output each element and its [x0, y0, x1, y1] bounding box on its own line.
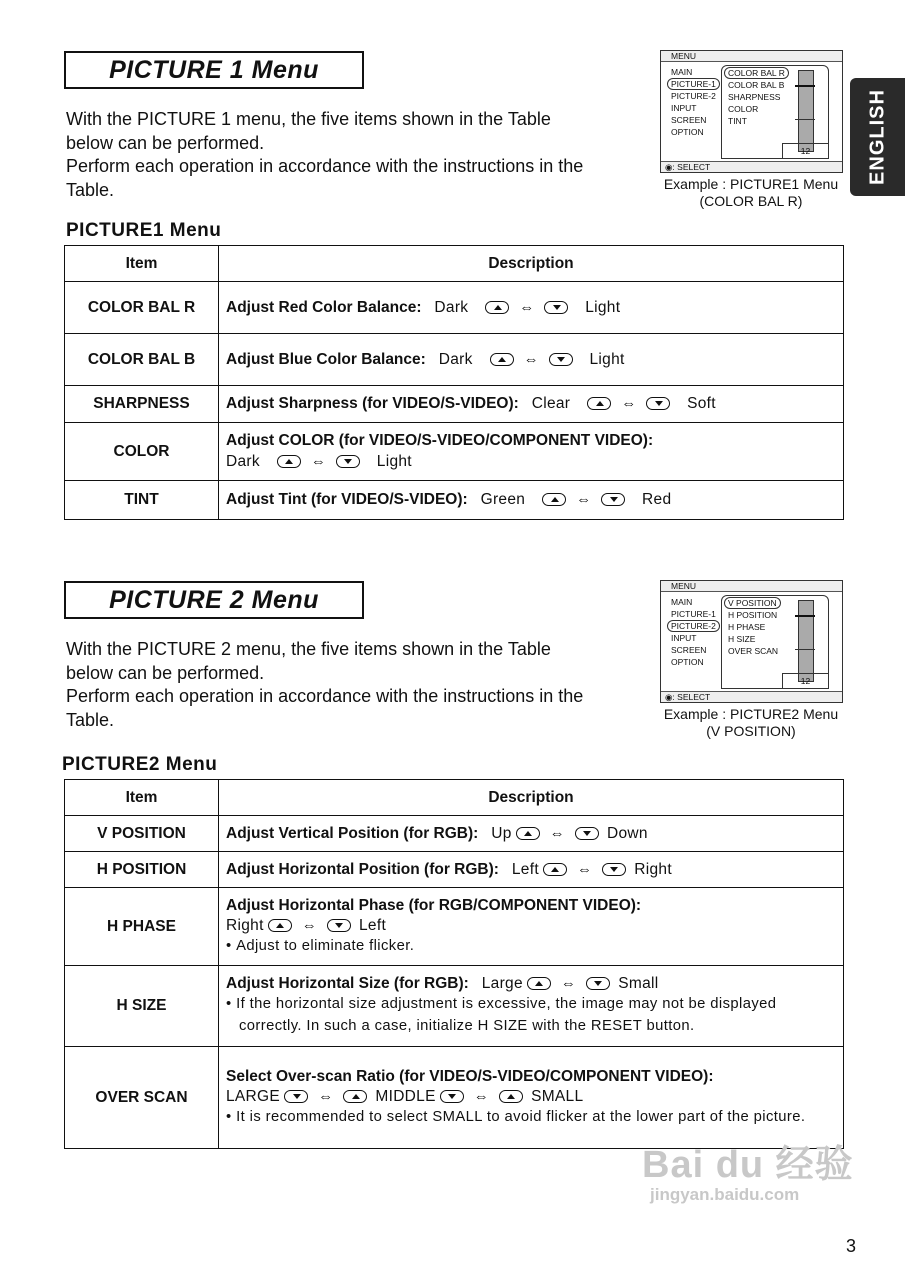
row-note: • It is recommended to select SMALL to avoid flicker at the lower part of the picture. — [226, 1108, 806, 1125]
double-arrow-icon: ⇔ — [549, 824, 565, 842]
up-arrow-icon — [587, 397, 611, 410]
double-arrow-icon: ⇔ — [310, 453, 326, 470]
down-arrow-icon — [586, 977, 610, 990]
row-item: TINT — [65, 481, 219, 520]
double-arrow-icon: ⇔ — [621, 395, 637, 412]
value-a: Left — [511, 860, 539, 878]
intro-line: With the PICTURE 1 menu, the five items shown in the Table — [66, 109, 551, 129]
level-value: 12 — [782, 673, 828, 688]
row-description — [219, 423, 844, 481]
caption-line: (COLOR BAL R) — [699, 193, 803, 209]
note-text: If the horizontal size adjustment is excessive, the image may not be displayed correctly. In such a case, initialize H SIZE with the RESET button. — [236, 996, 777, 1034]
watermark-logo: Bai du 经验 — [642, 1144, 854, 1186]
menu-item: OPTION — [671, 657, 704, 667]
row-item: H SIZE — [65, 966, 219, 1047]
row-description — [219, 481, 844, 520]
value-b: Light — [589, 350, 625, 368]
row-description — [219, 334, 844, 386]
double-arrow-icon: ⇔ — [576, 491, 592, 508]
value-a: Right — [226, 916, 264, 934]
value-b: Right — [634, 860, 672, 878]
note-text: It is recommended to select SMALL to avoid flicker at the lower part of the picture. — [236, 1108, 806, 1125]
caption-line: (V POSITION) — [706, 723, 796, 739]
intro-line: With the PICTURE 2 menu, the five items shown in the Table — [66, 639, 551, 659]
menu-item: INPUT — [671, 633, 697, 643]
menu-item: INPUT — [671, 103, 697, 113]
down-arrow-icon — [544, 301, 568, 314]
value-a: Clear — [531, 395, 571, 412]
menu-header: MENU — [661, 51, 842, 62]
col-description: Description — [219, 246, 844, 282]
table-row — [65, 816, 844, 852]
table-row — [65, 386, 844, 423]
row-item: COLOR BAL B — [65, 334, 219, 386]
table-row — [65, 334, 844, 386]
row-label: Select Over-scan Ratio (for VIDEO/S-VIDEO/COMPONENT VIDEO): — [226, 1067, 714, 1085]
level-slider — [798, 600, 814, 682]
intro-line: Table. — [66, 179, 115, 200]
menu-example-picture1 — [660, 50, 843, 173]
value-b: Left — [359, 916, 387, 934]
value-a: Up — [491, 824, 512, 842]
submenu-panel — [721, 65, 829, 159]
menu-item: MAIN — [671, 597, 693, 607]
menu-left-list — [671, 596, 720, 668]
value-a: Dark — [226, 453, 260, 470]
submenu-item-selected: V POSITION — [724, 597, 781, 609]
submenu-item: H PHASE — [728, 622, 766, 632]
submenu-item-selected: COLOR BAL R — [724, 67, 789, 79]
up-arrow-icon — [490, 353, 514, 366]
submenu-item: OVER SCAN — [728, 646, 779, 656]
value-b: Light — [585, 298, 621, 316]
value-m: MIDDLE — [375, 1087, 436, 1105]
menu-footer-label: : SELECT — [672, 692, 711, 702]
col-item: Item — [65, 780, 219, 816]
table2-title: PICTURE2 Menu — [62, 754, 218, 775]
row-item: SHARPNESS — [65, 386, 219, 423]
up-arrow-icon — [527, 977, 551, 990]
intro-line: below can be performed. — [66, 132, 265, 153]
menu-item: SCREEN — [671, 645, 707, 655]
down-arrow-icon — [336, 455, 360, 468]
row-item: H POSITION — [65, 852, 219, 888]
caption-line: Example : PICTURE2 Menu — [663, 706, 839, 722]
table-row — [65, 481, 844, 520]
row-item: COLOR BAL R — [65, 282, 219, 334]
table-row — [65, 852, 844, 888]
col-description: Description — [219, 780, 844, 816]
menu-item: PICTURE-1 — [671, 609, 716, 619]
submenu-item: H POSITION — [728, 610, 778, 620]
row-description — [219, 386, 844, 423]
intro-line: Table. — [66, 709, 115, 730]
down-arrow-icon — [602, 863, 626, 876]
menu-example-caption — [646, 706, 856, 740]
intro-line: Perform each operation in accordance with the instructions in the — [66, 156, 584, 176]
menu-item-selected: PICTURE-1 — [667, 78, 720, 90]
value-b: Down — [606, 824, 648, 842]
level-slider — [798, 70, 814, 152]
row-label: Adjust Sharpness (for VIDEO/S-VIDEO): — [226, 395, 519, 412]
language-label: ENGLISH — [866, 89, 888, 185]
row-label: Adjust Horizontal Size (for RGB): — [226, 975, 469, 992]
up-arrow-icon — [516, 827, 540, 840]
down-arrow-icon — [646, 397, 670, 410]
page-number: 3 — [846, 1236, 857, 1256]
watermark-url: jingyan.baidu.com — [650, 1185, 800, 1204]
value-b: SMALL — [531, 1087, 584, 1105]
up-arrow-icon — [277, 455, 301, 468]
value-a: Large — [481, 975, 523, 992]
double-arrow-icon: ⇔ — [523, 350, 539, 368]
up-arrow-icon — [543, 863, 567, 876]
table-row — [65, 966, 844, 1047]
submenu-panel — [721, 595, 829, 689]
row-description — [219, 816, 844, 852]
caption-line: Example : PICTURE1 Menu — [663, 176, 839, 192]
row-label: Adjust COLOR (for VIDEO/S-VIDEO/COMPONENT VIDEO): — [226, 432, 654, 449]
value-a: Dark — [438, 350, 473, 368]
watermark — [642, 1145, 854, 1205]
row-label: Adjust Red Color Balance: — [226, 298, 422, 316]
intro-line: below can be performed. — [66, 662, 265, 683]
menu-footer-label: : SELECT — [672, 162, 711, 172]
section1-title: PICTURE 1 Menu — [64, 51, 364, 89]
menu-item: OPTION — [671, 127, 704, 137]
value-b: Soft — [687, 395, 716, 412]
section2-intro — [66, 638, 636, 732]
submenu-item: COLOR BAL B — [728, 80, 785, 90]
double-arrow-icon: ⇔ — [301, 916, 317, 934]
section2-title: PICTURE 2 Menu — [64, 581, 364, 619]
up-arrow-icon — [485, 301, 509, 314]
table-row — [65, 423, 844, 481]
menu-item: SCREEN — [671, 115, 707, 125]
double-arrow-icon: ⇔ — [576, 860, 592, 878]
menu-header: MENU — [661, 581, 842, 592]
up-arrow-icon — [343, 1090, 367, 1103]
picture2-table — [64, 779, 844, 1149]
down-arrow-icon — [284, 1090, 308, 1103]
row-label: Adjust Vertical Position (for RGB): — [226, 824, 479, 842]
value-b: Small — [618, 975, 659, 992]
up-arrow-icon — [499, 1090, 523, 1103]
value-a: Dark — [434, 298, 469, 316]
row-description — [219, 282, 844, 334]
level-value: 12 — [782, 143, 828, 158]
table-row — [65, 282, 844, 334]
double-arrow-icon: ⇔ — [560, 975, 576, 992]
row-note: • If the horizontal size adjustment is excessive, the image may not be displayed correctly. In such a case, initialize H SIZE with the RESET button. — [226, 996, 777, 1034]
row-description — [219, 1047, 844, 1149]
row-description — [219, 966, 844, 1047]
menu-footer — [661, 691, 842, 702]
menu-left-list — [671, 66, 720, 138]
submenu-item: COLOR — [728, 104, 759, 114]
row-note: • Adjust to eliminate flicker. — [226, 937, 415, 954]
value-b: Light — [376, 453, 412, 470]
up-arrow-icon — [542, 493, 566, 506]
menu-example-picture2 — [660, 580, 843, 703]
row-item: OVER SCAN — [65, 1047, 219, 1149]
note-text: Adjust to eliminate flicker. — [236, 937, 415, 954]
intro-line: Perform each operation in accordance with the instructions in the — [66, 686, 584, 706]
row-item: COLOR — [65, 423, 219, 481]
row-description — [219, 852, 844, 888]
section1-intro — [66, 108, 636, 202]
table1-title: PICTURE1 Menu — [66, 220, 222, 241]
submenu-item: TINT — [728, 116, 747, 126]
menu-item: PICTURE-2 — [671, 91, 716, 101]
submenu-item: H SIZE — [728, 634, 756, 644]
down-arrow-icon — [575, 827, 599, 840]
double-arrow-icon: ⇔ — [473, 1087, 489, 1105]
value-a: Green — [480, 491, 526, 508]
table-header-row — [65, 780, 844, 816]
table-header-row — [65, 246, 844, 282]
menu-example-caption — [646, 176, 856, 210]
row-item: H PHASE — [65, 888, 219, 966]
row-description — [219, 888, 844, 966]
row-label: Adjust Blue Color Balance: — [226, 350, 426, 368]
value-a: LARGE — [226, 1087, 281, 1105]
language-tab — [850, 78, 905, 196]
double-arrow-icon: ⇔ — [318, 1087, 334, 1105]
menu-item: MAIN — [671, 67, 693, 77]
row-item: V POSITION — [65, 816, 219, 852]
double-arrow-icon: ⇔ — [519, 298, 535, 316]
select-icon: ◉ — [665, 162, 673, 172]
menu-footer — [661, 161, 842, 172]
down-arrow-icon — [440, 1090, 464, 1103]
down-arrow-icon — [601, 493, 625, 506]
menu-item-selected: PICTURE-2 — [667, 620, 720, 632]
down-arrow-icon — [327, 919, 351, 932]
row-label: Adjust Horizontal Position (for RGB): — [226, 860, 499, 878]
submenu-item: SHARPNESS — [728, 92, 781, 102]
value-b: Red — [642, 491, 672, 508]
row-label: Adjust Horizontal Phase (for RGB/COMPONENT VIDEO): — [226, 896, 642, 914]
select-icon: ◉ — [665, 692, 673, 702]
col-item: Item — [65, 246, 219, 282]
table-row — [65, 1047, 844, 1149]
table-row — [65, 888, 844, 966]
picture1-table — [64, 245, 844, 520]
up-arrow-icon — [268, 919, 292, 932]
down-arrow-icon — [549, 353, 573, 366]
row-label: Adjust Tint (for VIDEO/S-VIDEO): — [226, 491, 468, 508]
